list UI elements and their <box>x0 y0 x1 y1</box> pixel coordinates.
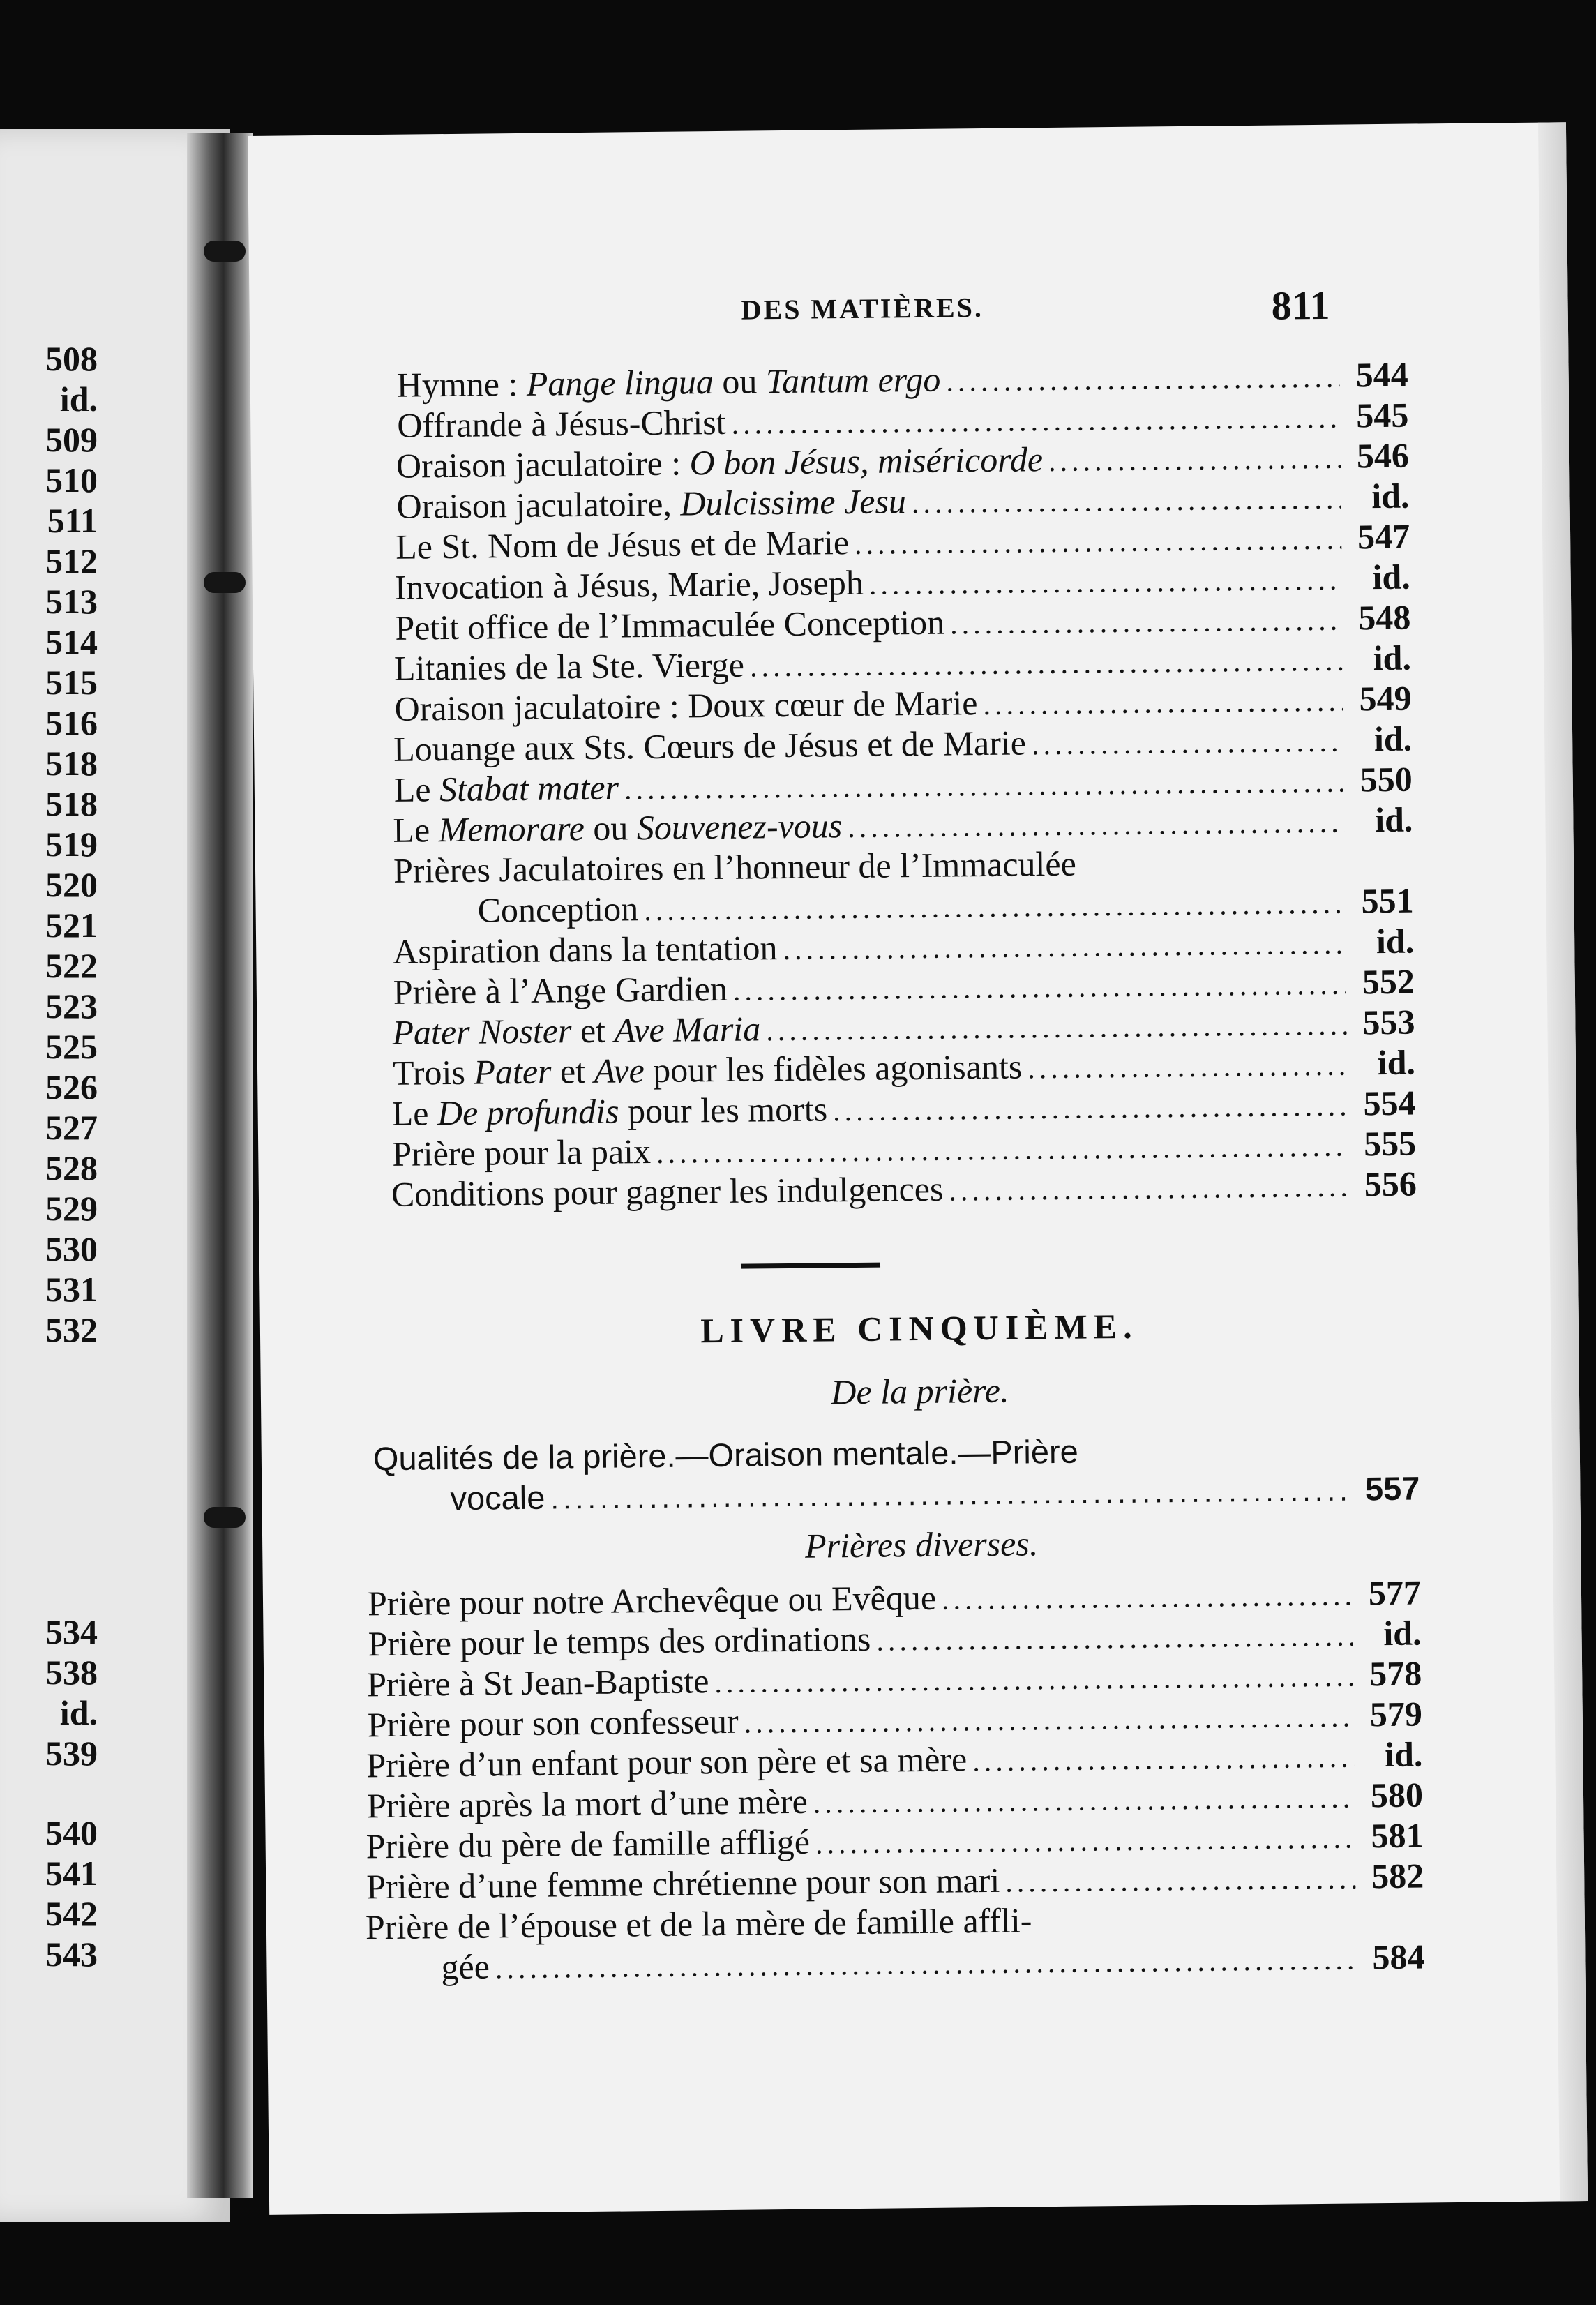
toc-entry-page: 556 <box>1364 1164 1417 1204</box>
toc-entry-title: Oraison jaculatoire : Doux cœur de Marie <box>394 683 978 728</box>
running-head: DES MATIÈRES. <box>741 291 984 326</box>
dot-leader <box>949 1171 1348 1208</box>
book-gutter <box>187 133 253 2198</box>
binding-thread <box>204 572 246 593</box>
toc-entry-title: Conditions pour gagner les indulgences <box>391 1169 944 1214</box>
dot-leader <box>714 1660 1353 1701</box>
left-page-number: 518 <box>45 784 98 823</box>
toc-entry-title: Prière à St Jean-Baptiste <box>366 1661 709 1704</box>
dot-leader <box>495 1944 1357 1986</box>
toc-entry-page: 555 <box>1363 1123 1417 1164</box>
toc-entry-page: id. <box>1377 1042 1416 1083</box>
toc-entry-title: Invocation à Jésus, Marie, Joseph <box>394 562 864 607</box>
left-page-number: 541 <box>45 1854 98 1893</box>
toc-entry-title: Prière pour le temps des ordinations <box>368 1619 871 1664</box>
dot-leader <box>766 1009 1347 1049</box>
dot-leader <box>946 361 1340 399</box>
dot-leader <box>972 1741 1355 1779</box>
toc-entry-title: Prière après la mort d’une mère <box>366 1781 808 1826</box>
toc-entry-title: gée <box>441 1946 490 1987</box>
toc-entry-page: 544 <box>1355 354 1408 395</box>
toc-entry-title: Prière d’une femme chrétienne pour son mari <box>366 1860 1000 1907</box>
toc-entry-title: Prières Jaculatoires en l’honneur de l’Immaculée <box>393 843 1077 890</box>
left-page-number: id. <box>59 380 98 419</box>
toc-entry-title: Prière d’un enfant pour son père et sa mère <box>366 1739 968 1785</box>
left-page-number: 513 <box>45 582 98 621</box>
dot-leader <box>744 1701 1354 1741</box>
left-page-number: 529 <box>45 1189 98 1228</box>
toc-entry-title: Oraison jaculatoire : O bon Jésus, miséricorde <box>396 440 1044 486</box>
dot-leader <box>855 523 1342 562</box>
toc-entry-title: Trois Pater et Ave pour les fidèles agonisants <box>392 1046 1023 1093</box>
binding-thread <box>204 241 246 262</box>
left-page-number: 518 <box>45 744 98 783</box>
toc-entry-title: vocale <box>450 1478 545 1517</box>
toc-entry-page: 548 <box>1358 597 1411 638</box>
dot-leader <box>815 1822 1355 1861</box>
toc-entry-title: Prière pour son confesseur <box>367 1701 739 1745</box>
left-page-number: 528 <box>45 1148 98 1187</box>
dot-leader <box>950 604 1343 642</box>
left-page-number: 542 <box>45 1894 98 1933</box>
left-page-number: 512 <box>45 541 98 580</box>
section-subtitle: De la prière. <box>831 1370 1009 1412</box>
left-page-number: 516 <box>45 703 98 742</box>
left-page-number: 539 <box>45 1734 98 1773</box>
section-rule <box>741 1263 880 1269</box>
toc-entry-page: id. <box>1383 1613 1422 1653</box>
dot-leader <box>876 1620 1353 1658</box>
toc-entry-title: Prière pour la paix <box>391 1132 652 1173</box>
dot-leader <box>869 564 1342 602</box>
dot-leader <box>750 645 1343 684</box>
toc-entry-page: id. <box>1376 921 1415 961</box>
toc-entry-title: Louange aux Sts. Cœurs de Jésus et de Marie <box>393 723 1027 769</box>
left-page-number: 538 <box>45 1653 98 1692</box>
dot-leader <box>731 402 1340 442</box>
toc-entry-title: Pater Noster et Ave Maria <box>392 1009 761 1052</box>
dot-leader <box>912 483 1341 520</box>
toc-entry-page: 584 <box>1372 1937 1425 1977</box>
binding-thread <box>204 1507 246 1528</box>
left-page-number: 531 <box>45 1270 98 1309</box>
toc-entry-page: 554 <box>1363 1083 1416 1123</box>
left-page-number: id. <box>59 1693 98 1732</box>
left-page-number: 519 <box>45 825 98 864</box>
toc-entry-title: Qualités de la prière.—Oraison mentale.—Prière <box>372 1432 1079 1478</box>
dot-leader <box>1048 442 1341 479</box>
left-page-number: 521 <box>45 906 98 945</box>
toc-entry-page: 577 <box>1368 1572 1422 1613</box>
toc-entry-page: id. <box>1371 476 1410 516</box>
toc-entry-page: id. <box>1373 719 1413 759</box>
toc-entry-page: id. <box>1372 557 1410 597</box>
dot-leader <box>1027 1049 1347 1086</box>
toc-entry-page: 545 <box>1355 395 1409 435</box>
toc-entry-page: id. <box>1374 799 1413 840</box>
toc-entry-page: 553 <box>1362 1002 1415 1042</box>
toc-entry-title: Oraison jaculatoire, Dulcissime Jesu <box>396 481 907 526</box>
dot-leader <box>733 968 1346 1008</box>
toc-entry-page: 547 <box>1357 516 1410 557</box>
toc-entry-title: Petit office de l’Immaculée Conception <box>395 602 945 647</box>
dot-leader <box>550 1474 1352 1516</box>
toc-entry-title: Prière de l’épouse et de la mère de famille affli- <box>365 1900 1032 1947</box>
toc-entry-title: Le De profundis pour les morts <box>391 1089 828 1133</box>
left-page-number: 526 <box>45 1067 98 1106</box>
left-page-number: 515 <box>45 663 98 702</box>
toc-entry-title: Aspiration dans la tentation <box>392 928 778 971</box>
toc-entry-page: 549 <box>1359 678 1412 719</box>
subsection-title: Prières diverses. <box>804 1524 1039 1566</box>
toc-entry-title: Hymne : Pange lingua ou Tantum ergo <box>396 359 941 405</box>
left-page-number: 534 <box>45 1612 98 1651</box>
toc-entry-title: Offrande à Jésus-Christ <box>397 402 726 445</box>
section-title: LIVRE CINQUIÈME. <box>700 1306 1138 1351</box>
left-page-number: 508 <box>45 339 98 378</box>
page-edge <box>1538 122 1588 2201</box>
left-page-number: 525 <box>45 1027 98 1066</box>
toc-entry-page: 557 <box>1364 1469 1420 1508</box>
toc-entry-page: 546 <box>1356 435 1410 476</box>
toc-entry-page: 579 <box>1369 1694 1423 1734</box>
left-page-number: 532 <box>45 1310 98 1349</box>
toc-entry-title: Prière pour notre Archevêque ou Evêque <box>367 1577 937 1623</box>
dot-leader <box>1005 1863 1355 1900</box>
toc-entry-page: 581 <box>1371 1815 1424 1856</box>
left-page-number: 543 <box>45 1935 98 1974</box>
toc-entry-page: id. <box>1384 1734 1423 1775</box>
left-page-number: 520 <box>45 865 98 904</box>
left-page-number: 523 <box>45 986 98 1026</box>
dot-leader <box>1032 726 1344 763</box>
dot-leader <box>833 1090 1348 1129</box>
toc-entry-page: 551 <box>1361 880 1414 921</box>
toc-entry-page: 580 <box>1370 1775 1424 1815</box>
dot-leader <box>983 685 1343 722</box>
left-page-number: 527 <box>45 1108 98 1147</box>
dot-leader <box>848 806 1345 845</box>
toc-entry-title: Prière du père de famille affligé <box>366 1822 811 1866</box>
dot-leader <box>813 1782 1355 1821</box>
toc-entry-page: 582 <box>1371 1856 1424 1896</box>
left-page-number: 511 <box>47 501 98 540</box>
page-header <box>249 279 1568 342</box>
toc-entry-page: 550 <box>1360 759 1413 799</box>
left-page-number: 530 <box>45 1229 98 1268</box>
toc-entry-title: Le Stabat mater <box>393 767 619 809</box>
left-page-number: 509 <box>45 420 98 459</box>
toc-entry-title: Litanies de la Ste. Vierge <box>393 645 745 688</box>
right-page <box>248 122 1588 2215</box>
page-number: 811 <box>1271 282 1330 329</box>
left-page-number: 540 <box>45 1813 98 1852</box>
toc-entry-title: Le St. Nom de Jésus et de Marie <box>395 523 850 566</box>
left-page-number: 510 <box>45 460 98 500</box>
toc-entry-title: Le Memorare ou Souvenez-vous <box>393 806 843 850</box>
toc-entry-title: Prière à l’Ange Gardien <box>393 968 728 1012</box>
toc-entry-title: Conception <box>477 889 639 930</box>
left-page-number: 522 <box>45 946 98 985</box>
dot-leader <box>783 928 1346 967</box>
toc-entry-page: 578 <box>1369 1653 1422 1694</box>
left-page-number: 514 <box>45 622 98 661</box>
dot-leader <box>942 1579 1353 1617</box>
toc-entry <box>450 1469 1420 1520</box>
toc-entry-page: id. <box>1373 638 1412 678</box>
toc-entry-page: 552 <box>1362 961 1415 1002</box>
